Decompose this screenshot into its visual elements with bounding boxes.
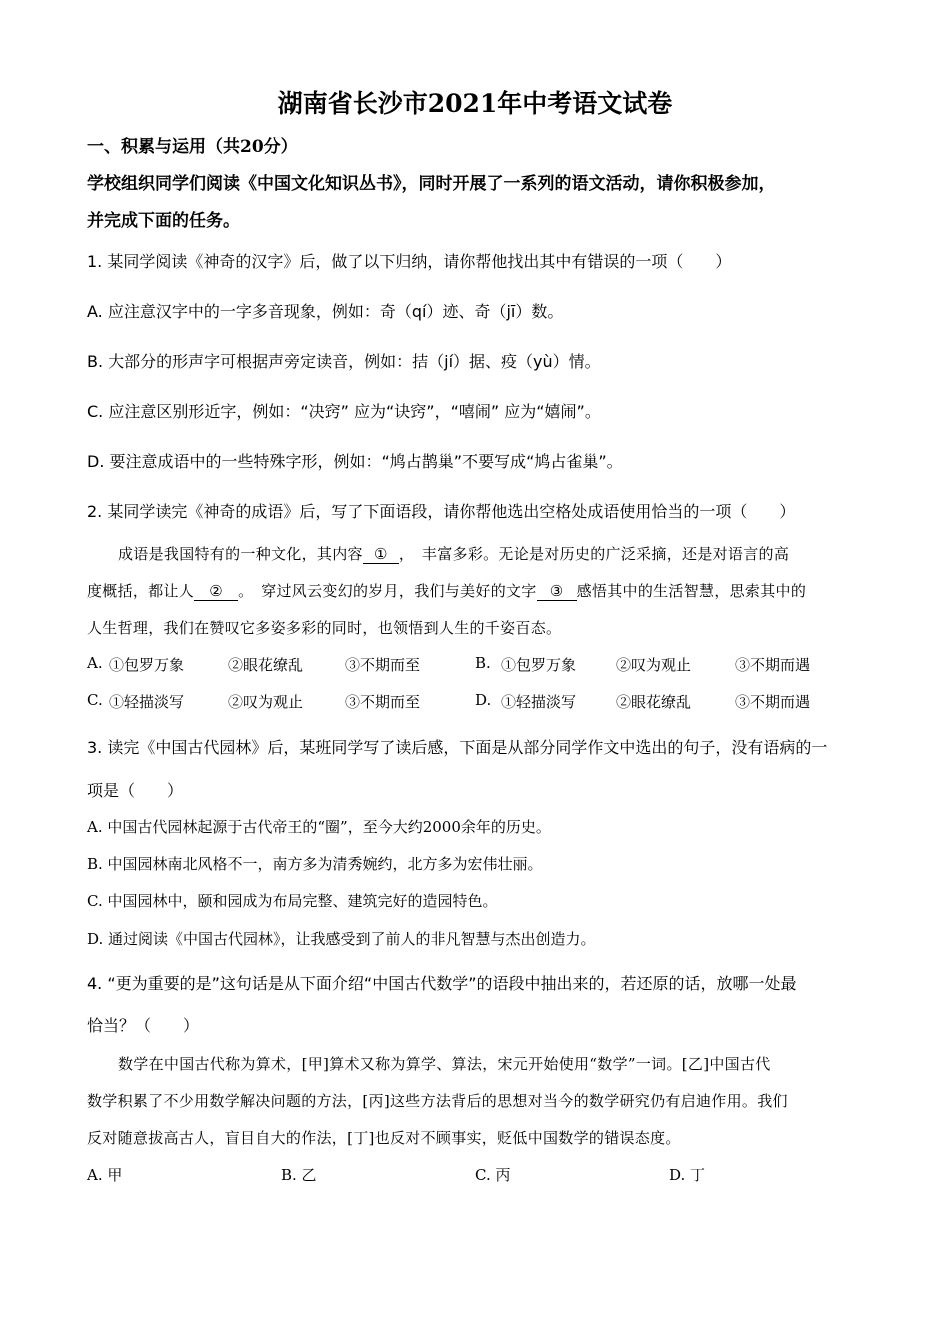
question-2-passage-line-3: 人生哲理，我们在赞叹它多姿多彩的同时，也领悟到人生的千姿百态。	[87, 619, 562, 637]
question-1-option-d[interactable]: D. 要注意成语中的一些特殊字形，例如：“鸠占鹊巢”不要写成“鸠占雀巢”。	[87, 452, 623, 471]
passage-text: 成语是我国特有的一种文化，其内容	[118, 545, 363, 563]
question-4-passage-line-2: 数学积累了不少用数学解决问题的方法，[丙]这些方法背后的思想对当今的数学研究仍有启迪作用。我们	[87, 1092, 788, 1110]
option-b-choice-1: ①包罗万象	[501, 656, 577, 674]
passage-text: ， 丰富多彩。无论是对历史的广泛采摘，还是对语言的高	[398, 545, 790, 563]
question-3-option-c[interactable]: C. 中国园林中，颐和园成为布局完整、建筑完好的造园特色。	[87, 892, 498, 910]
option-letter-b[interactable]: B.	[475, 654, 491, 672]
passage-text: 感悟其中的生活智慧，思索其中的	[576, 582, 807, 600]
question-3-option-b[interactable]: B. 中国园林南北风格不一，南方多为清秀婉约，北方多为宏伟壮丽。	[87, 855, 543, 873]
question-1-stem: 1. 某同学阅读《神奇的汉字》后，做了以下归纳，请你帮他找出其中有错误的一项（ ）	[87, 252, 732, 271]
question-3-stem-line-2: 项是（ ）	[87, 781, 184, 800]
passage-text: 度概括，都让人	[87, 582, 195, 600]
option-b-choice-2: ②叹为观止	[616, 656, 692, 674]
question-4-stem-line-1: 4. “更为重要的是”这句话是从下面介绍“中国古代数学”的语段中抽出来的，若还原的话，放哪一处最	[87, 974, 797, 993]
option-a-choice-1: ①包罗万象	[109, 656, 185, 674]
question-1-option-b[interactable]: B. 大部分的形声字可根据声旁定读音，例如：拮（jí）据、疫（yù）情。	[87, 352, 601, 371]
option-letter-a[interactable]: A.	[87, 654, 103, 672]
question-1-option-a[interactable]: A. 应注意汉字中的一字多音现象，例如：奇（qí）迹、奇（jī）数。	[87, 302, 564, 321]
option-b-choice-3: ③不期而遇	[735, 656, 811, 674]
intro-line-2: 并完成下面的任务。	[87, 211, 240, 231]
section-heading: 一、积累与运用（共20分）	[87, 137, 298, 157]
question-4-passage-line-3: 反对随意拔高古人，盲目自大的作法，[丁]也反对不顾事实，贬低中国数学的错误态度。	[87, 1129, 681, 1147]
question-2-passage-line-2	[87, 580, 806, 601]
question-2-options-row-1	[87, 654, 887, 676]
option-a-choice-2: ②眼花缭乱	[228, 656, 304, 674]
question-1-option-c[interactable]: C. 应注意区别形近字，例如：“决窍” 应为“诀窍”，“嘻闹” 应为“嬉闹”。	[87, 402, 601, 421]
option-c-choice-1: ①轻描淡写	[109, 693, 185, 711]
question-4-passage-line-1: 数学在中国古代称为算术，[甲]算术又称为算学、算法，宋元开始使用“数学”一词。[乙]中国古代	[118, 1055, 771, 1073]
question-4-option-b[interactable]: B. 乙	[281, 1166, 317, 1184]
question-4-stem-line-2: 恰当？（ ）	[87, 1016, 200, 1035]
passage-text: 。 穿过风云变幻的岁月，我们与美好的文字	[238, 582, 537, 600]
option-c-choice-3: ③不期而至	[345, 693, 421, 711]
question-4-option-c[interactable]: C. 丙	[475, 1166, 511, 1184]
question-2-passage-line-1	[118, 543, 789, 564]
blank-3: ③	[537, 582, 577, 601]
option-c-choice-2: ②叹为观止	[228, 693, 304, 711]
question-4-options	[87, 1164, 887, 1186]
blank-1: ①	[363, 545, 399, 564]
question-3-option-d[interactable]: D. 通过阅读《中国古代园林》，让我感受到了前人的非凡智慧与杰出创造力。	[87, 930, 596, 948]
intro-line-1: 学校组织同学们阅读《中国文化知识丛书》，同时开展了一系列的语文活动，请你积极参加，	[87, 174, 776, 194]
question-4-option-a[interactable]: A. 甲	[87, 1166, 123, 1184]
option-d-choice-2: ②眼花缭乱	[616, 693, 692, 711]
blank-2: ②	[194, 582, 238, 601]
option-d-choice-1: ①轻描淡写	[501, 693, 577, 711]
question-4-option-d[interactable]: D. 丁	[669, 1166, 706, 1184]
option-letter-d[interactable]: D.	[475, 691, 492, 709]
question-2-stem: 2. 某同学读完《神奇的成语》后，写了下面语段，请你帮他选出空格处成语使用恰当的一项（ ）	[87, 502, 796, 521]
option-letter-c[interactable]: C.	[87, 691, 103, 709]
option-a-choice-3: ③不期而至	[345, 656, 421, 674]
question-2-options-row-2	[87, 691, 887, 713]
question-3-option-a[interactable]: A. 中国古代园林起源于古代帝王的“圈”，至今大约2000余年的历史。	[87, 818, 551, 836]
page-title: 湖南省长沙市2021年中考语文试卷	[277, 89, 673, 118]
question-3-stem-line-1: 3. 读完《中国古代园林》后，某班同学写了读后感，下面是从部分同学作文中选出的句子，没有语病的一	[87, 738, 828, 757]
option-d-choice-3: ③不期而遇	[735, 693, 811, 711]
